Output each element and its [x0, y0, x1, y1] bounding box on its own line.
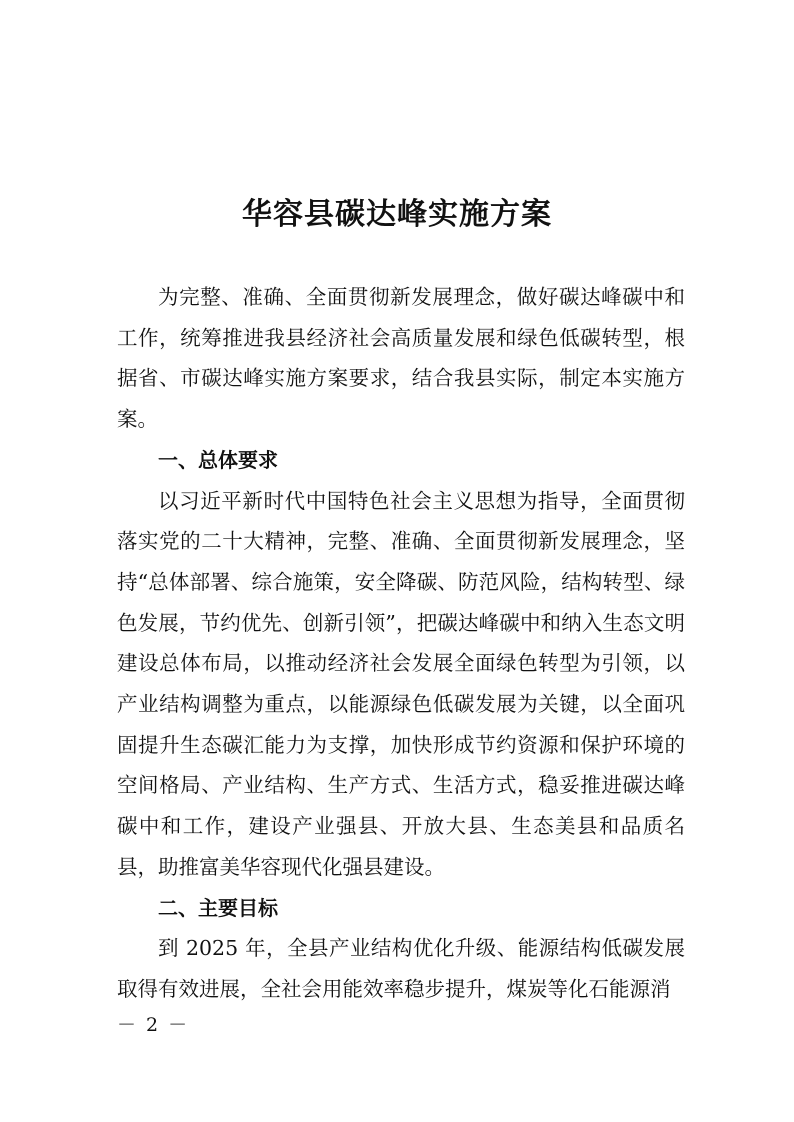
- section-heading-main-targets: 二、主要目标: [158, 895, 278, 920]
- overall-requirements-paragraph: 以习近平新时代中国特色社会主义思想为指导，全面贯彻落实党的二十大精神，完整、准确、全面贯彻新发展理念，坚持“总体部署、综合施策，安全降碳、防范风险，结构转型、绿色发展，节约优先、创新引领”，把碳达峰碳中和纳入生态文明建设总体布局，以推动经济社会发展全面绿色转型为引领，以产业结构调整为重点，以能源绿色低碳发展为关键，以全面巩固提升生态碳汇能力为支撑，加快形成节约资源和保护环境的空间格局、产业结构、生产方式、生活方式，稳妥推进碳达峰碳中和工作，建设产业强县、开放大县、生态美县和品质名县，助推富美华容现代化强县建设。: [117, 488, 685, 879]
- intro-paragraph: 为完整、准确、全面贯彻新发展理念，做好碳达峰碳中和工作，统筹推进我县经济社会高质量发展和绿色低碳转型，根据省、市碳达峰实施方案要求，结合我县实际，制定本实施方案。: [117, 285, 685, 432]
- section-heading-overall-requirements: 一、总体要求: [158, 447, 278, 472]
- page-number: － 2 －: [117, 1014, 190, 1036]
- document-title: 华容县碳达峰实施方案: [242, 197, 552, 232]
- main-targets-paragraph: 到 2025 年，全县产业结构优化升级、能源结构低碳发展取得有效进展，全社会用能效率稳步提升，煤炭等化石能源消: [117, 936, 685, 1001]
- document-body: [117, 277, 685, 1010]
